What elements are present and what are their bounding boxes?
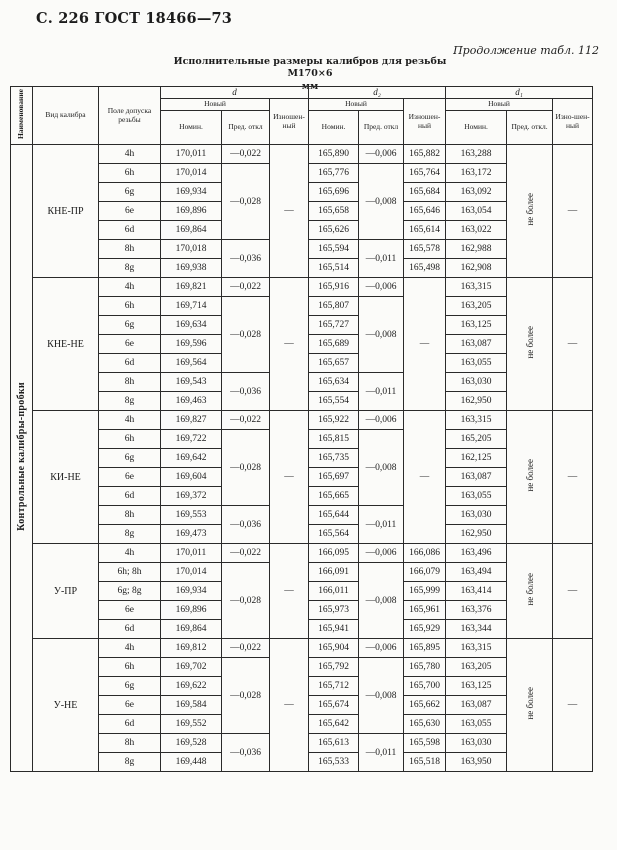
d-nom: 169,864 xyxy=(161,221,222,240)
d-nom: 169,372 xyxy=(161,487,222,506)
d2-nom: 165,904 xyxy=(309,639,359,658)
d2-nom: 165,642 xyxy=(309,715,359,734)
d-nom: 169,473 xyxy=(161,525,222,544)
tolerance-field: 6d xyxy=(99,715,161,734)
d2-worn: — xyxy=(404,411,446,544)
d2-worn: 165,498 xyxy=(404,259,446,278)
d2-dev: —0,006 xyxy=(359,278,404,297)
d1-nom: 163,414 xyxy=(446,582,507,601)
d2-nom: 165,941 xyxy=(309,620,359,639)
d1-worn: — xyxy=(553,145,593,278)
d2-dev: —0,011 xyxy=(359,240,404,278)
d-dev: —0,022 xyxy=(222,544,270,563)
d2-nom: 165,665 xyxy=(309,487,359,506)
d1-nom: 163,288 xyxy=(446,145,507,164)
d1-dev: не более xyxy=(507,544,553,639)
d-worn: — xyxy=(270,411,309,544)
d2-worn: 165,999 xyxy=(404,582,446,601)
d-nom: 170,011 xyxy=(161,544,222,563)
d2-nom: 165,554 xyxy=(309,392,359,411)
d2-dev: —0,008 xyxy=(359,430,404,506)
tolerance-field: 6g xyxy=(99,677,161,696)
d1-nom: 163,344 xyxy=(446,620,507,639)
d-worn: — xyxy=(270,639,309,772)
d-dev: —0,036 xyxy=(222,506,270,544)
d-dev: —0,028 xyxy=(222,563,270,639)
tolerance-field: 4h xyxy=(99,639,161,658)
tolerance-field: 8h xyxy=(99,373,161,392)
d1-nom: 163,494 xyxy=(446,563,507,582)
d1-nom: 163,087 xyxy=(446,468,507,487)
d-nom: 169,528 xyxy=(161,734,222,753)
d1-nom: 163,055 xyxy=(446,487,507,506)
d2-worn: 165,961 xyxy=(404,601,446,620)
d2-worn: 165,646 xyxy=(404,202,446,221)
d2-nom: 165,776 xyxy=(309,164,359,183)
d1-nom: 163,030 xyxy=(446,373,507,392)
d1-nom: 163,315 xyxy=(446,411,507,430)
gauge-kind: КНЕ-ПР xyxy=(33,145,99,278)
d1-nom: 163,315 xyxy=(446,639,507,658)
tolerance-field: 6h xyxy=(99,164,161,183)
d2-worn: 165,764 xyxy=(404,164,446,183)
table-row xyxy=(11,639,593,658)
continuation-note: Продолжение табл. 112 xyxy=(453,44,599,57)
d2-nom: 165,613 xyxy=(309,734,359,753)
d-nom: 169,714 xyxy=(161,297,222,316)
tolerance-field: 4h xyxy=(99,411,161,430)
d-nom: 169,821 xyxy=(161,278,222,297)
tolerance-field: 6g; 8g xyxy=(99,582,161,601)
d2-nom: 165,815 xyxy=(309,430,359,449)
d-nom: 169,642 xyxy=(161,449,222,468)
table-row xyxy=(11,278,593,297)
d1-nom: 163,092 xyxy=(446,183,507,202)
tolerance-field: 6d xyxy=(99,620,161,639)
d2-nom: 165,922 xyxy=(309,411,359,430)
tolerance-field: 6g xyxy=(99,316,161,335)
d-nom: 169,448 xyxy=(161,753,222,772)
d2-nom: 165,973 xyxy=(309,601,359,620)
d2-dev: —0,006 xyxy=(359,145,404,164)
d-dev: —0,028 xyxy=(222,297,270,373)
d-nom: 170,014 xyxy=(161,164,222,183)
d1-worn: — xyxy=(553,544,593,639)
gauge-kind: У-ПР xyxy=(33,544,99,639)
d-dev: —0,036 xyxy=(222,240,270,278)
d1-dev: не более xyxy=(507,145,553,278)
tolerance-field: 6h xyxy=(99,658,161,677)
d2-dev: —0,011 xyxy=(359,373,404,411)
tolerance-field: 4h xyxy=(99,544,161,563)
tolerance-field: 6e xyxy=(99,202,161,221)
d-nom: 170,011 xyxy=(161,145,222,164)
d-nom: 169,634 xyxy=(161,316,222,335)
d2-nom: 165,634 xyxy=(309,373,359,392)
col-d1-dev: Пред. откл. xyxy=(507,111,553,145)
d1-nom: 163,030 xyxy=(446,506,507,525)
table-row xyxy=(11,544,593,563)
tolerance-field: 6g xyxy=(99,449,161,468)
d-nom: 169,584 xyxy=(161,696,222,715)
d-dev: —0,022 xyxy=(222,411,270,430)
d1-nom: 163,030 xyxy=(446,734,507,753)
d-nom: 169,596 xyxy=(161,335,222,354)
d-nom: 169,934 xyxy=(161,582,222,601)
d2-worn: 165,614 xyxy=(404,221,446,240)
tolerance-field: 6e xyxy=(99,468,161,487)
d1-nom: 162,125 xyxy=(446,449,507,468)
tolerance-field: 6d xyxy=(99,354,161,373)
tolerance-field: 6h xyxy=(99,430,161,449)
tolerance-field: 8g xyxy=(99,392,161,411)
d2-nom: 165,674 xyxy=(309,696,359,715)
d1-nom: 163,205 xyxy=(446,297,507,316)
d2-nom: 165,533 xyxy=(309,753,359,772)
d-worn: — xyxy=(270,544,309,639)
d2-dev: —0,011 xyxy=(359,506,404,544)
d2-nom: 165,712 xyxy=(309,677,359,696)
tolerance-field: 6d xyxy=(99,221,161,240)
d-dev: —0,028 xyxy=(222,164,270,240)
d1-nom: 163,087 xyxy=(446,696,507,715)
d1-nom: 163,125 xyxy=(446,316,507,335)
d1-nom: 163,054 xyxy=(446,202,507,221)
d1-nom: 163,087 xyxy=(446,335,507,354)
d2-dev: —0,011 xyxy=(359,734,404,772)
col-pole: Поле допуска резьбы xyxy=(99,87,161,145)
col-d-worn: Изношен- ный xyxy=(270,99,309,145)
d-nom: 169,622 xyxy=(161,677,222,696)
d2-nom: 165,689 xyxy=(309,335,359,354)
d-nom: 169,864 xyxy=(161,620,222,639)
title-line: Исполнительные размеры калибров для резьбы М170×6 xyxy=(173,56,447,80)
d-nom: 169,543 xyxy=(161,373,222,392)
col-d2-dev: Пред. откл xyxy=(359,111,404,145)
tolerance-field: 6h xyxy=(99,297,161,316)
col-d2-new: Новый xyxy=(309,99,404,111)
d1-nom: 162,988 xyxy=(446,240,507,259)
d2-worn: 165,895 xyxy=(404,639,446,658)
d2-worn: 165,929 xyxy=(404,620,446,639)
d-worn: — xyxy=(270,145,309,278)
d1-nom: 162,950 xyxy=(446,525,507,544)
col-d2: d₂ xyxy=(309,87,446,99)
d2-nom: 165,727 xyxy=(309,316,359,335)
d2-dev: —0,006 xyxy=(359,639,404,658)
d2-worn: 165,780 xyxy=(404,658,446,677)
d1-nom: 163,055 xyxy=(446,715,507,734)
d2-worn: 165,684 xyxy=(404,183,446,202)
col-d1-worn: Изно-шен- ный xyxy=(553,99,593,145)
d-nom: 169,938 xyxy=(161,259,222,278)
d-nom: 170,018 xyxy=(161,240,222,259)
col-d1-nom: Номин. xyxy=(446,111,507,145)
col-d-nom: Номин. xyxy=(161,111,222,145)
table-body xyxy=(11,145,593,772)
d1-worn: — xyxy=(553,639,593,772)
d-nom: 169,827 xyxy=(161,411,222,430)
tolerance-field: 4h xyxy=(99,145,161,164)
d2-worn: 165,578 xyxy=(404,240,446,259)
col-d-dev: Пред. откл xyxy=(222,111,270,145)
d2-nom: 166,011 xyxy=(309,582,359,601)
d2-worn: 165,630 xyxy=(404,715,446,734)
d-dev: —0,036 xyxy=(222,734,270,772)
d1-nom: 163,125 xyxy=(446,677,507,696)
table-row xyxy=(11,411,593,430)
side-label: Контрольные калибры-пробки xyxy=(11,145,33,772)
d2-dev: —0,006 xyxy=(359,544,404,563)
d-nom: 169,702 xyxy=(161,658,222,677)
d2-dev: —0,008 xyxy=(359,658,404,734)
d2-worn: 165,700 xyxy=(404,677,446,696)
tolerance-field: 8h xyxy=(99,506,161,525)
d1-dev: не более xyxy=(507,278,553,411)
d2-nom: 165,658 xyxy=(309,202,359,221)
d2-nom: 165,916 xyxy=(309,278,359,297)
d-dev: —0,022 xyxy=(222,145,270,164)
gauge-kind: КИ-НЕ xyxy=(33,411,99,544)
tolerance-field: 8h xyxy=(99,240,161,259)
tolerance-field: 6h; 8h xyxy=(99,563,161,582)
d-dev: —0,022 xyxy=(222,278,270,297)
d-nom: 169,722 xyxy=(161,430,222,449)
d1-nom: 163,055 xyxy=(446,354,507,373)
d1-nom: 163,950 xyxy=(446,753,507,772)
d2-nom: 165,890 xyxy=(309,145,359,164)
tolerance-field: 6g xyxy=(99,183,161,202)
col-d-new: Новый xyxy=(161,99,270,111)
d1-nom: 162,950 xyxy=(446,392,507,411)
d2-worn: 165,882 xyxy=(404,145,446,164)
d2-worn: 166,086 xyxy=(404,544,446,563)
d2-nom: 165,644 xyxy=(309,506,359,525)
d1-nom: 163,376 xyxy=(446,601,507,620)
d1-worn: — xyxy=(553,278,593,411)
page-header: С. 226 ГОСТ 18466—73 xyxy=(36,10,233,27)
col-d2-nom: Номин. xyxy=(309,111,359,145)
d-nom: 169,553 xyxy=(161,506,222,525)
d2-nom: 165,696 xyxy=(309,183,359,202)
d-nom: 169,812 xyxy=(161,639,222,658)
d1-nom: 163,496 xyxy=(446,544,507,563)
d2-nom: 165,807 xyxy=(309,297,359,316)
d1-nom: 163,205 xyxy=(446,658,507,677)
gauge-kind: У-НЕ xyxy=(33,639,99,772)
table-row xyxy=(11,145,593,164)
col-d1-new: Новый xyxy=(446,99,553,111)
d1-nom: 163,172 xyxy=(446,164,507,183)
tolerance-field: 8g xyxy=(99,525,161,544)
d2-nom: 166,095 xyxy=(309,544,359,563)
d2-nom: 165,792 xyxy=(309,658,359,677)
dimensions-table xyxy=(10,86,593,772)
d2-dev: —0,006 xyxy=(359,411,404,430)
d2-nom: 165,657 xyxy=(309,354,359,373)
d1-worn: — xyxy=(553,411,593,544)
d2-dev: —0,008 xyxy=(359,563,404,639)
tolerance-field: 4h xyxy=(99,278,161,297)
d2-worn: — xyxy=(404,278,446,411)
tolerance-field: 6d xyxy=(99,487,161,506)
d2-dev: —0,008 xyxy=(359,297,404,373)
d2-nom: 165,697 xyxy=(309,468,359,487)
d2-nom: 165,626 xyxy=(309,221,359,240)
d-dev: —0,028 xyxy=(222,430,270,506)
d-nom: 169,896 xyxy=(161,601,222,620)
d2-dev: —0,008 xyxy=(359,164,404,240)
d-worn: — xyxy=(270,278,309,411)
d-nom: 169,552 xyxy=(161,715,222,734)
d-nom: 170,014 xyxy=(161,563,222,582)
d-dev: —0,036 xyxy=(222,373,270,411)
d1-nom: 165,205 xyxy=(446,430,507,449)
d2-nom: 165,735 xyxy=(309,449,359,468)
d2-nom: 165,514 xyxy=(309,259,359,278)
tolerance-field: 6e xyxy=(99,601,161,620)
gauge-kind: КНЕ-НЕ xyxy=(33,278,99,411)
d2-nom: 166,091 xyxy=(309,563,359,582)
d2-worn: 165,598 xyxy=(404,734,446,753)
col-d1: d₁ xyxy=(446,87,593,99)
d-nom: 169,934 xyxy=(161,183,222,202)
d-nom: 169,564 xyxy=(161,354,222,373)
d2-worn: 165,662 xyxy=(404,696,446,715)
d1-dev: не более xyxy=(507,411,553,544)
tolerance-field: 6e xyxy=(99,335,161,354)
col-naim: Наименование xyxy=(11,87,33,145)
d2-nom: 165,564 xyxy=(309,525,359,544)
d1-nom: 163,022 xyxy=(446,221,507,240)
d-dev: —0,028 xyxy=(222,658,270,734)
col-d2-worn: Изношен- ный xyxy=(404,99,446,145)
tolerance-field: 8g xyxy=(99,753,161,772)
d1-dev: не более xyxy=(507,639,553,772)
tolerance-field: 8h xyxy=(99,734,161,753)
d-nom: 169,463 xyxy=(161,392,222,411)
d-nom: 169,896 xyxy=(161,202,222,221)
d2-worn: 166,079 xyxy=(404,563,446,582)
col-d: d xyxy=(161,87,309,99)
d-nom: 169,604 xyxy=(161,468,222,487)
d2-worn: 165,518 xyxy=(404,753,446,772)
col-vid: Вид калибра xyxy=(33,87,99,145)
tolerance-field: 8g xyxy=(99,259,161,278)
tolerance-field: 6e xyxy=(99,696,161,715)
d-dev: —0,022 xyxy=(222,639,270,658)
title-unit: мм xyxy=(301,80,319,92)
d1-nom: 162,908 xyxy=(446,259,507,278)
d2-nom: 165,594 xyxy=(309,240,359,259)
d1-nom: 163,315 xyxy=(446,278,507,297)
